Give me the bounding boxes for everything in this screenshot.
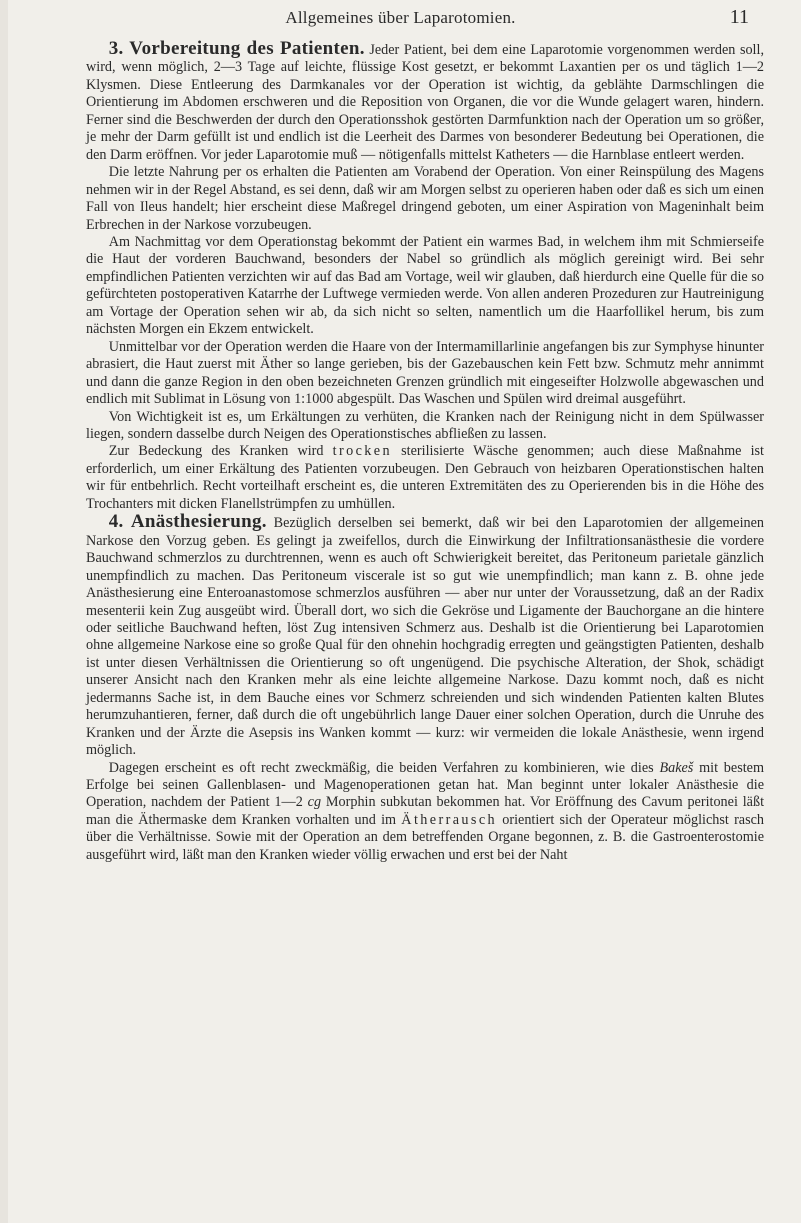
section-3-title: Vorbereitung des Patienten. [129,38,365,59]
paragraph-text: Zur Bedeckung des Kranken wird [108,443,324,460]
emphasized-word: trocken [332,443,392,460]
section-3-number: 3. [108,38,124,59]
page-edge-shadow [0,0,8,1223]
section-3-paragraph-1 [86,40,764,164]
paragraph-text: orientiert sich der Operateur möglichst rasch über die Verhältnisse. Sowie mit der Operation an dem betreffenden Organe begonnen, z. B. die Gastroenterostomie ausgeführt wird, läßt man den Kranken wieder völlig erwachen und erst bei der Naht [86,811,765,863]
section-3-text: Jeder Patient, bei dem eine Laparotomie vorgenommen werden soll, wird, wenn möglich, 2—3 Tage auf leichte, flüssige Kost gesetzt, er bekommt Laxantien per os und täglich 1—2 Klysmen. Diese Entleerung des Darmkanales vor der Operation ist wichtig, da geblähte Darmschlingen die Orientierung im Abdomen erschweren und die Reposition von Organen, die vor die Wunde gelagert waren, hindern. Ferner sind die Beschwerden der durch den Operationsshok gestörten Darmfunktion nach der Operation um so größer, je mehr der Darm gefüllt ist und endlich ist die Leerheit des Darmes von besonderer Bedeutung bei Operationen, die den Darm eröffnen. Vor jeder Laparotomie muß — nötigenfalls mittelst Katheters — die Harnblase entleert werden. [86,42,764,163]
section-3-paragraph-6 [86,443,764,513]
section-4-paragraph-1 [86,513,764,759]
paragraph-text: Morphin subkutan bekommen hat. Vor Eröffnung des Cavum peritonei läßt man die Äthermaske dem Kranken vorhalten und im [86,794,765,828]
section-4-heading [109,511,267,532]
section-3-paragraph-2: Die letzte Nahrung per os erhalten die Patienten am Vorabend der Operation. Von einer Reinspülung des Magens nehmen wir in der Regel Abstand, es sei denn, daß wir am Morgen selbst zu operieren haben oder daß es sich um einen Fall von Ileus handelt; hier erscheint diese Maßregel dringend geboten, um einer Aspiration von Mageninhalt beim Erbrechen in der Narkose vorzubeugen. [86,164,764,233]
body-text [86,40,764,864]
section-3-paragraph-5: Von Wichtigkeit ist es, um Erkältungen zu verhüten, die Kranken nach der Reinigung nicht in dem Spülwasser liegen, sondern dasselbe durch Neigen des Operationstisches abfließen zu lassen. [86,408,764,442]
page-header [0,6,801,32]
section-4-paragraph-2 [86,760,764,865]
paragraph-text: mit bestem Erfolge bei seinen Gallenblasen- und Magenoperationen getan hat. Man beginnt unter lokaler Anästhesie die Operation, nachdem der Patient 1—2 [86,759,764,811]
paragraph-text: sterilisierte Wäsche genommen; auch diese Maßnahme ist erforderlich, um einer Erkältung des Patienten vorzubeugen. Den Gebrauch von heizbaren Operationstischen halten wir für entbehrlich. Recht vorteilhaft erscheint es, die unteren Extremitäten des zu Operierenden bis in die Höhe des Trochanters mit dicken Flanellstrümpfen zu umhüllen. [86,443,764,512]
section-4-number: 4. [108,511,124,533]
unit-text: cg [307,794,322,811]
running-title: Allgemeines über Laparotomien. [285,8,516,27]
section-3-heading [109,38,365,59]
section-4-text: Bezüglich derselben sei bemerkt, daß wir bei den Laparotomien der allgemeinen Narkose den Vorzug geben. Es gelingt ja zweifellos, durch die Einwirkung der Infiltrationsanästhesie die vordere Bauchwand schmerzlos zu durchtrennen, wenn es auch oft Schwierigkeit bereitet, das Peritoneum parietale gänzlich unempfindlich zu machen. Das Peritoneum viscerale ist so gut wie unempfindlich; man kann z. B. ohne jede Anästhesierung eine Enteroanastomose schmerzlos ausführen — aber nur unter der Voraussetzung, daß an der Radix mesenterii kein Zug ausgeübt wird. Überall dort, wo sich die Gekröse und Ligamente der Bauchorgane an die hintere oder seitliche Bauchwand heften, löst Zug intensiven Schmerz aus. Deshalb ist die Orientierung bei Laparotomien ohne allgemeine Narkose eine so große Qual für den ohnehin hochgradig erregten und geängstigten Patienten, deshalb ist unter diesen Verhältnissen die Orientierung so oft ungenügend. Die psychische Alteration, der Shok, schädigt unserer Ansicht nach den Kranken mehr als eine leichte allgemeine Narkose. Dazu kommt noch, daß es nicht jedermanns Sache ist, in dem Bauche eines vor Schmerz schreienden und sich windenden Patienten kalten Blutes herumzuhantieren, ferner, daß durch die oft ungebührlich lange Dauer einer solchen Operation, durch die Unruhe des Kranken und der Ärzte die Asepsis ins Wanken kommt — kurz: wir vermeiden die lokale Anästhesie, wenn irgend möglich. [86,515,765,759]
author-name: Bakeš [659,759,694,776]
section-4-title: Anästhesierung. [130,511,267,533]
page-number: 11 [729,6,749,28]
emphasized-word: Ätherrausch [401,811,498,828]
section-3-paragraph-3: Am Nachmittag vor dem Operationstag bekommt der Patient ein warmes Bad, in welchem ihm mit Schmierseife die Haut der vorderen Bauchwand, besonders der Nabel so gründlich als möglich gereinigt wird. Bei sehr empfindlichen Patienten verzichten wir auf das Bad am Vortage, weil wir glauben, daß hierdurch eine Quelle für die so gefürchteten postoperativen Katarrhe der Luftwege vermieden werde. Von allen anderen Prozeduren zur Hautreinigung am Vortage der Operation sehen wir ab, da sich nicht so selten, namentlich um die Haarfollikel herum, bis zum nächsten Morgen ein Ekzem entwickelt. [86,233,764,338]
section-3-paragraph-4: Unmittelbar vor der Operation werden die Haare von der Intermamillarlinie angefangen bis zur Symphyse hinunter abrasiert, die Haut zuerst mit Äther so lange gerieben, bis der Gazebauschen kein Fett bzw. Schmutz mehr annimmt und dann die ganze Region in den oben bezeichneten Grenzen gründlich mit eingeseifter Holzwolle abgewaschen und endlich mit Sublimat in Lösung von 1:1000 abgespült. Das Waschen und Spülen wird dreimal ausgeführt. [86,338,764,408]
paragraph-text: Dagegen erscheint es oft recht zweckmäßig, die beiden Verfahren zu kombinieren, wie dies [108,759,654,776]
